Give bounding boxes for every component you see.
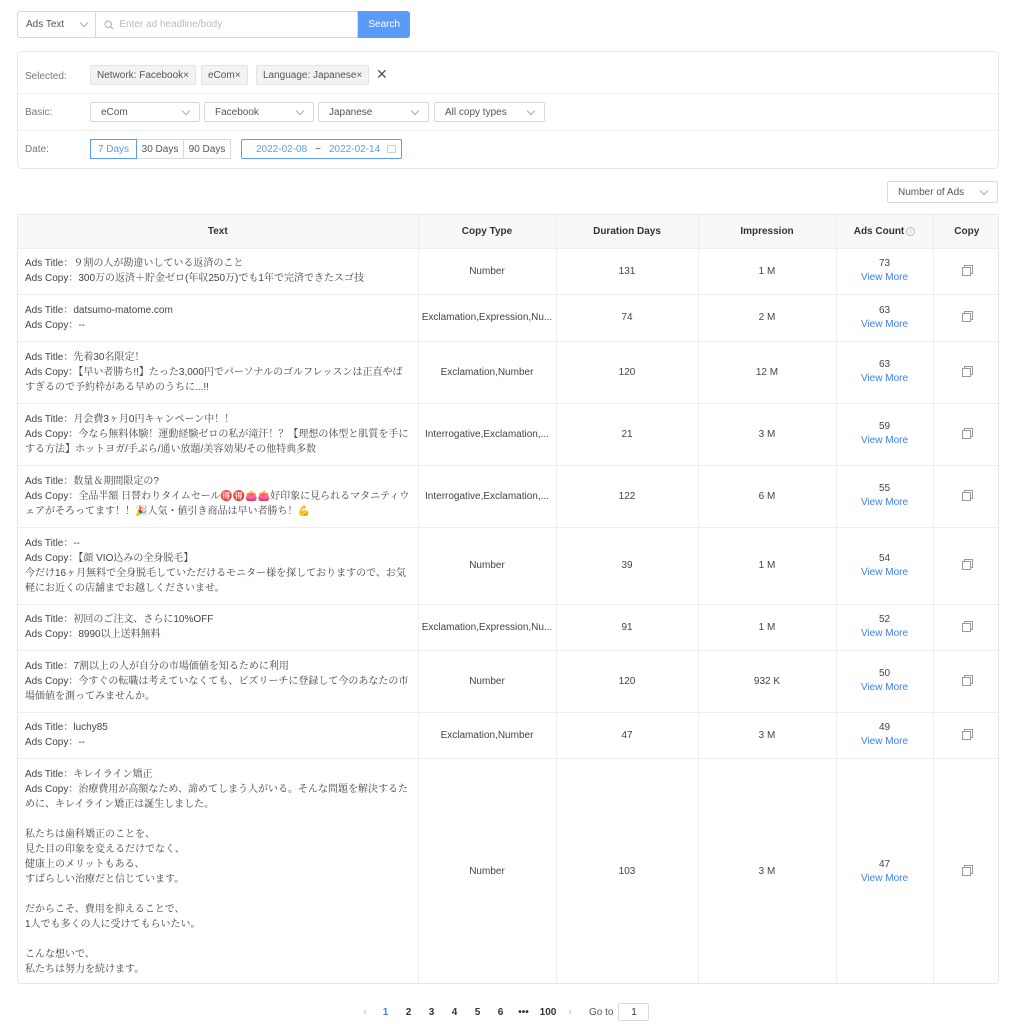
ads-count-cell	[836, 650, 933, 712]
ad-text-cell: Ads Title：キレイライン矯正 Ads Copy：治療費用が高額なため、諦めてしまう人がいる。そんな問題を解決するために、キレイライン矯正は誕生しました。 私たちは歯科矯正のことを、 見た目の印象を変えるだけでなく、 健康上のメリットもある、 すばらしい治療だと信じています。 だからこそ、費用を抑えることで、 1人でも多くの人に受けてもらいたい。 こんな想いで、 私たちは努力を続けます。	[18, 758, 418, 984]
ads-count-group	[837, 858, 933, 886]
copy-type-cell: Number	[418, 758, 556, 984]
ads-count-group	[837, 304, 933, 332]
copy-type-cell: Exclamation,Number	[418, 712, 556, 758]
close-icon[interactable]: ×	[183, 69, 189, 81]
ads-count-group	[837, 482, 933, 510]
ads-count-cell	[836, 527, 933, 604]
view-more-link[interactable]: View More	[860, 566, 909, 578]
dropdown-language[interactable]	[318, 102, 429, 122]
duration-cell: 122	[556, 465, 698, 527]
ads-count-cell	[836, 294, 933, 341]
selected-label: Selected:	[25, 70, 67, 82]
chevron-down-icon	[411, 106, 419, 114]
ads-count-cell	[836, 341, 933, 403]
copy-type-cell: Number	[418, 248, 556, 294]
copy-cell	[933, 604, 999, 650]
copy-icon[interactable]	[962, 865, 972, 875]
ads-count-cell	[836, 248, 933, 294]
table-row	[18, 294, 999, 341]
col-header-copy[interactable]: Copy	[933, 215, 999, 248]
duration-cell: 39	[556, 527, 698, 604]
ads-count-value: 47	[878, 858, 891, 870]
ads-count-cell	[836, 403, 933, 465]
view-more-link[interactable]: View More	[860, 497, 909, 508]
page-1[interactable]: 1	[382, 1006, 389, 1018]
ads-count-cell	[836, 758, 933, 984]
ad-text-cell: Ads Title：９割の人が勘違いしている返済のこと Ads Copy：300万の返済＋貯金ゼロ(年収250万)でも1年で完済できたスゴ技	[18, 248, 418, 294]
impression-cell: 1 M	[698, 604, 836, 650]
page-100[interactable]: 100	[539, 1006, 557, 1018]
duration-cell: 131	[556, 248, 698, 294]
duration-cell: 103	[556, 758, 698, 984]
chevron-down-icon	[980, 186, 988, 194]
dropdown-value: Facebook	[215, 106, 259, 118]
sort-dropdown[interactable]	[887, 181, 998, 203]
date-start: 2022-02-08	[256, 143, 308, 155]
ad-text-cell: Ads Title：7割以上の人が自分の市場価値を知るために利用 Ads Copy：今すぐの転職は考えていなくても、ビズリーチに登録して今のあなたの市場価値を測ってみませんか。	[18, 650, 418, 712]
close-icon[interactable]: ×	[234, 69, 241, 81]
impression-cell: 3 M	[698, 403, 836, 465]
tag-label: Network: Facebook	[97, 69, 184, 81]
impression-cell: 3 M	[698, 758, 836, 984]
copy-cell	[933, 527, 999, 604]
dropdown-category[interactable]	[90, 102, 200, 122]
col-header-impression[interactable]: Impression	[698, 215, 836, 248]
copy-cell	[933, 248, 999, 294]
chevron-down-icon	[80, 19, 88, 27]
page-4[interactable]: 4	[451, 1006, 458, 1018]
duration-cell: 120	[556, 341, 698, 403]
view-more-link[interactable]: View More	[860, 736, 909, 747]
ad-text-cell: Ads Title：先着30名限定！ Ads Copy：【早い者勝ち!!】たった3,000円でパーソナルのゴルフレッスンは正直やばすぎるので予約枠がある早めのうちに...!!	[18, 341, 418, 403]
basic-row	[18, 102, 998, 122]
copy-type-cell: Exclamation,Number	[418, 341, 556, 403]
prev-page-button[interactable]: ‹	[363, 1006, 367, 1018]
ads-count-cell	[836, 604, 933, 650]
ads-count-group	[837, 667, 933, 695]
ad-text-cell: Ads Title：datsumo-matome.com Ads Copy：--	[18, 294, 418, 341]
ads-count-value: 54	[878, 552, 891, 564]
table-row	[18, 650, 999, 712]
col-header-text[interactable]: Text	[18, 215, 418, 248]
search-button[interactable]: Search	[358, 11, 410, 38]
impression-cell: 12 M	[698, 341, 836, 403]
duration-cell: 21	[556, 403, 698, 465]
impression-cell: 1 M	[698, 527, 836, 604]
divider	[18, 130, 998, 131]
view-more-link[interactable]: View More	[860, 872, 909, 884]
table-row	[18, 604, 999, 650]
copy-icon[interactable]	[962, 311, 972, 321]
ads-count-header-label: Ads Count	[853, 225, 905, 237]
copy-cell	[933, 650, 999, 712]
copy-icon[interactable]	[962, 428, 972, 438]
ads-count-value: 63	[878, 304, 891, 316]
copy-type-cell: Exclamation,Expression,Nu...	[418, 294, 556, 341]
ads-count-group	[837, 552, 933, 580]
col-header-copy-type[interactable]: Copy Type	[418, 215, 556, 248]
copy-cell	[933, 465, 999, 527]
view-more-link[interactable]: View More	[860, 373, 909, 384]
ads-count-value: 63	[878, 359, 891, 370]
copy-icon[interactable]	[962, 490, 972, 500]
ad-text-cell: Ads Title：数量＆期間限定の? Ads Copy：全品半額 日替わりタイムセール🉐🉐👛👛好印象に見られるマタニティウェアがそろってます！！🎉人気・値引き商品は早い者勝ち！💪	[18, 465, 418, 527]
col-header-ads-count[interactable]	[836, 215, 933, 248]
close-icon[interactable]: ×	[356, 69, 363, 81]
date-row	[18, 139, 998, 159]
copy-icon[interactable]	[962, 675, 972, 685]
copy-icon[interactable]	[962, 366, 972, 376]
copy-icon[interactable]	[962, 265, 972, 275]
date-range-picker[interactable]	[241, 139, 402, 159]
chevron-down-icon	[182, 106, 190, 114]
view-more-link[interactable]: View More	[860, 318, 909, 330]
info-icon[interactable]: i	[906, 227, 915, 236]
view-more-link[interactable]: View More	[860, 682, 909, 693]
pagination	[356, 1003, 649, 1021]
goto-input[interactable]: 1	[618, 1003, 649, 1021]
ads-count-value: 49	[878, 722, 891, 733]
copy-icon[interactable]	[962, 729, 972, 739]
tag-label: Language: Japanese	[263, 69, 357, 81]
chevron-down-icon	[527, 106, 535, 114]
impression-cell: 1 M	[698, 248, 836, 294]
ads-count-value: 73	[878, 258, 891, 269]
goto-label: Go to	[589, 1006, 614, 1018]
filter-panel	[17, 51, 999, 169]
impression-cell: 3 M	[698, 712, 836, 758]
ads-count-value: 50	[878, 668, 891, 679]
date-label: Date:	[25, 143, 49, 155]
view-more-link[interactable]: View More	[860, 628, 909, 639]
copy-cell	[933, 758, 999, 984]
dropdown-value: Japanese	[329, 106, 373, 118]
copy-type-cell: Number	[418, 527, 556, 604]
copy-cell	[933, 294, 999, 341]
ad-text-cell: Ads Title：初回のご注文、さらに10%OFF Ads Copy：8990以上送料無料	[18, 604, 418, 650]
duration-cell: 74	[556, 294, 698, 341]
duration-cell: 47	[556, 712, 698, 758]
copy-type-cell: Interrogative,Exclamation,...	[418, 465, 556, 527]
tag-ecom[interactable]	[201, 65, 248, 85]
search-type-label: Ads Text	[26, 19, 65, 30]
copy-type-cell: Number	[418, 650, 556, 712]
table-row	[18, 341, 999, 403]
ads-count-cell	[836, 465, 933, 527]
date-separator: ~	[315, 143, 321, 155]
table-row	[18, 712, 999, 758]
ads-count-group	[837, 613, 933, 641]
table-row	[18, 527, 999, 604]
ads-count-value: 55	[878, 483, 891, 494]
tag-label: eCom	[208, 69, 235, 81]
tag-network[interactable]	[90, 65, 196, 85]
page-ellipsis[interactable]: •••	[518, 1006, 529, 1018]
copy-cell	[933, 403, 999, 465]
page-6[interactable]: 6	[497, 1006, 504, 1018]
dropdown-value: eCom	[101, 106, 128, 118]
ads-count-value: 59	[878, 421, 891, 432]
table-row	[18, 248, 999, 294]
ads-count-group	[837, 358, 933, 386]
next-page-button[interactable]: ›	[568, 1006, 572, 1018]
page-2[interactable]: 2	[405, 1006, 412, 1018]
ads-count-group	[837, 257, 933, 285]
impression-cell: 932 K	[698, 650, 836, 712]
page-5[interactable]: 5	[474, 1006, 481, 1018]
view-more-link[interactable]: View More	[860, 435, 909, 446]
ads-count-value: 52	[878, 614, 891, 625]
table-row	[18, 403, 999, 465]
table-row	[18, 465, 999, 527]
copy-cell	[933, 341, 999, 403]
impression-cell: 6 M	[698, 465, 836, 527]
ad-text-cell: Ads Title：月会費3ヶ月0円キャンペーン中！！ Ads Copy：今なら無料体験！運動経験ゼロの私が滝汗！？【理想の体型と肌質を手にする方法】ホットヨガ/手ぶら/通い放題/美容効果/その他特典多数	[18, 403, 418, 465]
sort-label: Number of Ads	[898, 186, 965, 198]
tag-language[interactable]	[256, 65, 369, 85]
clear-all-icon[interactable]: ✕	[376, 66, 388, 82]
dropdown-copy-type[interactable]	[434, 102, 545, 122]
ads-table	[17, 214, 999, 984]
page-3[interactable]: 3	[428, 1006, 435, 1018]
copy-icon[interactable]	[962, 621, 972, 631]
selected-row	[18, 65, 998, 87]
ad-text-cell: Ads Title：luchy85 Ads Copy：--	[18, 712, 418, 758]
basic-label: Basic:	[25, 106, 53, 118]
duration-cell: 91	[556, 604, 698, 650]
calendar-icon	[387, 145, 396, 153]
dropdown-value: All copy types	[445, 106, 507, 118]
day-option-90[interactable]: 90 Days	[183, 139, 231, 159]
impression-cell: 2 M	[698, 294, 836, 341]
copy-cell	[933, 712, 999, 758]
table-header-row	[18, 215, 999, 248]
dropdown-network[interactable]	[204, 102, 314, 122]
day-range-selector	[91, 139, 231, 159]
divider	[18, 93, 998, 94]
ads-count-group	[837, 721, 933, 749]
day-option-30[interactable]: 30 Days	[136, 139, 184, 159]
ad-text-cell: Ads Title：-- Ads Copy：【顔 VIO込みの全身脱毛】 今だけ16ヶ月無料で全身脱毛していただけるモニター様を探しておりますので、お気軽にお近くの店舗までお越しくださいませ。	[18, 527, 418, 604]
col-header-duration[interactable]: Duration Days	[556, 215, 698, 248]
day-option-7[interactable]: 7 Days	[90, 139, 137, 159]
duration-cell: 120	[556, 650, 698, 712]
chevron-down-icon	[296, 106, 304, 114]
search-icon	[104, 20, 114, 30]
copy-icon[interactable]	[962, 559, 972, 569]
search-field[interactable]	[95, 11, 358, 38]
search-bar	[17, 11, 410, 38]
search-type-select[interactable]	[17, 11, 95, 38]
copy-type-cell: Exclamation,Expression,Nu...	[418, 604, 556, 650]
ads-count-cell	[836, 712, 933, 758]
search-input[interactable]	[119, 19, 349, 30]
table-row	[18, 758, 999, 984]
date-end: 2022-02-14	[329, 143, 381, 155]
view-more-link[interactable]: View More	[860, 272, 909, 283]
copy-type-cell: Interrogative,Exclamation,...	[418, 403, 556, 465]
ads-count-group	[837, 420, 933, 448]
